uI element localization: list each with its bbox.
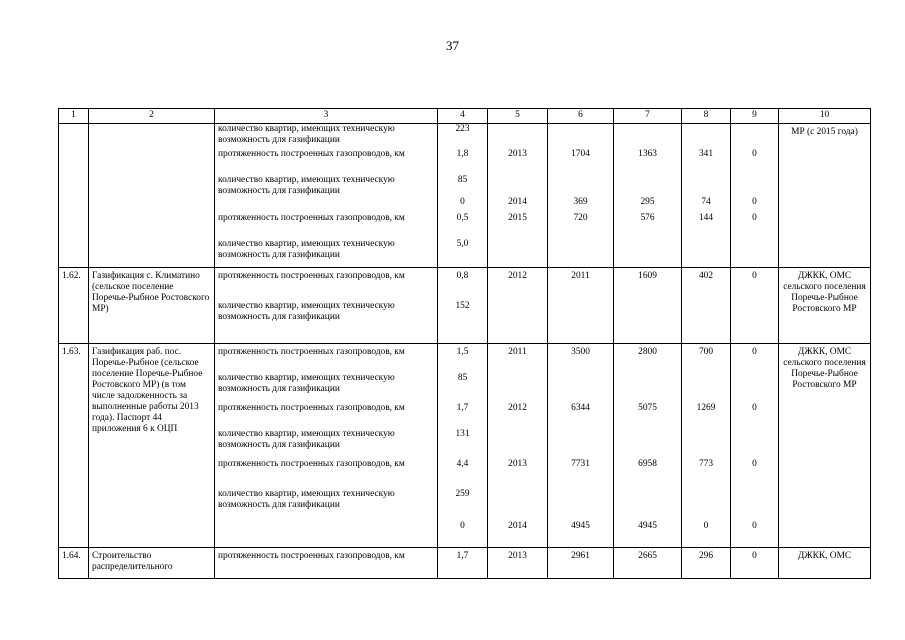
- value-line: 0,5: [456, 213, 469, 223]
- indicator-cell: [215, 344, 438, 548]
- other-line: 0: [752, 149, 757, 159]
- total-line: 3500: [571, 347, 590, 357]
- value-line: 259: [455, 489, 470, 499]
- year-line: 2013: [508, 149, 527, 159]
- program-table: [58, 108, 871, 579]
- row-number: 1.64.: [59, 548, 89, 579]
- column-header: 5: [488, 109, 548, 124]
- table-row: [59, 344, 871, 548]
- total-line: 720: [573, 213, 588, 223]
- value-line: 5,0: [456, 239, 469, 249]
- local-cell: [682, 344, 731, 548]
- year-line: 2011: [508, 347, 527, 357]
- indicator-line: протяженность построенных газопроводов, км: [218, 149, 405, 159]
- responsible: МР (с 2015 года): [779, 124, 871, 268]
- total-line: 4945: [571, 521, 590, 531]
- column-header: 2: [89, 109, 215, 124]
- other-cell: [731, 268, 779, 344]
- local-line: 74: [701, 197, 711, 207]
- row-number: 1.62.: [59, 268, 89, 344]
- value-line: 1,7: [456, 403, 469, 413]
- column-header: 3: [215, 109, 438, 124]
- local-line: 0: [703, 521, 709, 531]
- other-line: 0: [752, 551, 757, 561]
- indicator-line: протяженность построенных газопроводов, км: [218, 459, 405, 469]
- local-cell: [682, 548, 731, 579]
- value-line: 152: [455, 301, 470, 311]
- value-line: 0,8: [456, 271, 469, 281]
- measure-name: [89, 124, 215, 268]
- value-cell: [438, 268, 488, 344]
- budget-line: 1609: [638, 271, 657, 281]
- other-cell: [731, 548, 779, 579]
- column-header: 6: [548, 109, 614, 124]
- total-cell: [548, 268, 614, 344]
- budget-cell: [614, 268, 682, 344]
- budget-line: 295: [640, 197, 655, 207]
- budget-line: 6958: [638, 459, 657, 469]
- local-cell: [682, 268, 731, 344]
- row-number: 1.63.: [59, 344, 89, 548]
- year-cell: [488, 124, 548, 268]
- table-row: [59, 548, 871, 579]
- other-cell: [731, 124, 779, 268]
- year-line: 2012: [508, 271, 527, 281]
- budget-line: 576: [640, 213, 655, 223]
- local-line: 296: [698, 551, 714, 561]
- local-cell: [682, 124, 731, 268]
- other-cell: [731, 344, 779, 548]
- year-line: 2013: [508, 459, 527, 469]
- local-line: 341: [698, 149, 714, 159]
- total-line: 2961: [571, 551, 590, 561]
- column-header: 7: [614, 109, 682, 124]
- year-cell: [488, 268, 548, 344]
- total-line: 2011: [571, 271, 590, 281]
- value-cell: [438, 548, 488, 579]
- value-line: 85: [457, 175, 468, 185]
- value-line: 0: [460, 197, 465, 207]
- column-header: 8: [682, 109, 731, 124]
- indicator-cell: [215, 124, 438, 268]
- column-header: 10: [779, 109, 871, 124]
- value-line: 223: [455, 124, 470, 134]
- budget-line: 2800: [638, 347, 657, 357]
- other-line: 0: [752, 197, 757, 207]
- budget-line: 2665: [638, 551, 657, 561]
- indicator-line: количество квартир, имеющих техническую возможность для газификации: [218, 373, 395, 394]
- table-row: [59, 268, 871, 344]
- indicator-cell: [215, 548, 438, 579]
- budget-cell: [614, 344, 682, 548]
- total-line: 369: [573, 197, 588, 207]
- value-line: 4,4: [456, 459, 469, 469]
- total-line: 6344: [571, 403, 590, 413]
- indicator-line: протяженность построенных газопроводов, км: [218, 403, 405, 413]
- local-line: 773: [698, 459, 714, 469]
- indicator-line: количество квартир, имеющих техническую возможность для газификации: [218, 124, 395, 145]
- year-line: 2013: [508, 551, 527, 561]
- other-line: 0: [752, 521, 757, 531]
- local-line: 402: [698, 271, 714, 281]
- budget-cell: [614, 548, 682, 579]
- indicator-cell: [215, 268, 438, 344]
- local-line: 1269: [696, 403, 716, 413]
- year-cell: [488, 548, 548, 579]
- value-line: 85: [457, 373, 468, 383]
- budget-line: 1363: [638, 149, 657, 159]
- responsible: ДЖКК, ОМС: [779, 548, 871, 579]
- value-line: 1,5: [456, 347, 469, 357]
- indicator-line: количество квартир, имеющих техническую возможность для газификации: [218, 489, 395, 510]
- total-cell: [548, 548, 614, 579]
- value-line: 1,7: [456, 551, 469, 561]
- value-line: 1,8: [456, 149, 469, 159]
- indicator-line: количество квартир, имеющих техническую возможность для газификации: [218, 175, 395, 196]
- column-header: 9: [731, 109, 779, 124]
- indicator-line: количество квартир, имеющих техническую возможность для газификации: [218, 429, 395, 450]
- value-line: 131: [455, 429, 470, 439]
- local-line: 700: [698, 347, 714, 357]
- budget-line: 4945: [638, 521, 657, 531]
- measure-name: Газификация раб. пос. Поречье-Рыбное (сельское поселение Поречье-Рыбное Ростовского МР) (в том числе задолженность за выполненные работы 2013 года). Паспорт 44 приложения 6 к ОЦП: [89, 344, 215, 548]
- value-cell: [438, 344, 488, 548]
- total-line: 1704: [571, 149, 590, 159]
- budget-cell: [614, 124, 682, 268]
- other-line: 0: [752, 213, 757, 223]
- indicator-line: протяженность построенных газопроводов, км: [218, 347, 405, 357]
- indicator-line: протяженность построенных газопроводов, км: [218, 271, 405, 281]
- column-header: 4: [438, 109, 488, 124]
- indicator-line: количество квартир, имеющих техническую возможность для газификации: [218, 301, 395, 322]
- year-line: 2014: [508, 521, 527, 531]
- year-line: 2014: [508, 197, 527, 207]
- value-line: 0: [460, 521, 465, 531]
- measure-name: Строительство распределительного: [89, 548, 215, 579]
- header-row: [59, 109, 871, 124]
- total-cell: [548, 344, 614, 548]
- table-row: [59, 124, 871, 268]
- other-line: 0: [752, 271, 757, 281]
- year-line: 2012: [508, 403, 527, 413]
- other-line: 0: [752, 459, 757, 469]
- row-number: [59, 124, 89, 268]
- local-line: 144: [698, 213, 714, 223]
- year-cell: [488, 344, 548, 548]
- indicator-line: протяженность построенных газопроводов, км: [218, 551, 405, 561]
- other-line: 0: [752, 347, 757, 357]
- responsible: ДЖКК, ОМС сельского поселения Поречье-Рыбное Ростовского МР: [779, 344, 871, 548]
- indicator-line: количество квартир, имеющих техническую возможность для газификации: [218, 239, 395, 260]
- indicator-line: протяженность построенных газопроводов, км: [218, 213, 405, 223]
- measure-name: Газификация с. Климатино (сельское поселение Поречье-Рыбное Ростовского МР): [89, 268, 215, 344]
- year-line: 2015: [508, 213, 527, 223]
- value-cell: [438, 124, 488, 268]
- total-cell: [548, 124, 614, 268]
- column-header: 1: [59, 109, 89, 124]
- page-number: 37: [446, 38, 459, 53]
- responsible: ДЖКК, ОМС сельского поселения Поречье-Рыбное Ростовского МР: [779, 268, 871, 344]
- other-line: 0: [752, 403, 757, 413]
- total-line: 7731: [571, 459, 590, 469]
- budget-line: 5075: [638, 403, 657, 413]
